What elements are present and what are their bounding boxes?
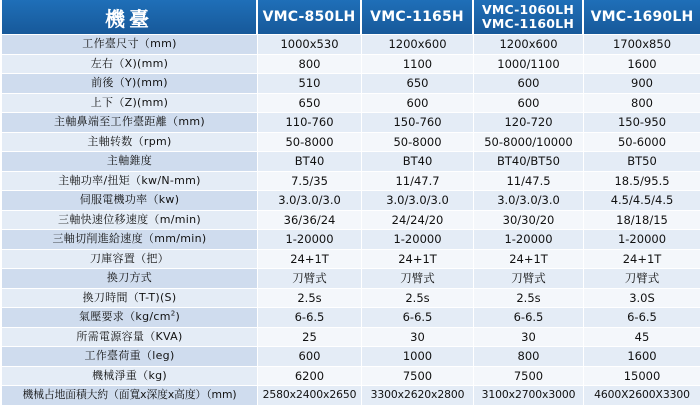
cell-value: 30/30/20 — [474, 210, 584, 230]
cell-value: 50-6000 — [584, 132, 700, 152]
row-label-text: 所需電源容量（KVA) — [76, 329, 183, 343]
table-row — [2, 151, 700, 171]
cell-value: 45 — [584, 327, 700, 347]
cell-value: 7.5/35 — [258, 171, 362, 191]
cell-value: 7500 — [362, 366, 474, 386]
row-label — [2, 132, 258, 152]
row-label — [2, 307, 258, 327]
cell-value: 1000/1100 — [474, 54, 584, 74]
row-label-text: 主軸錐度 — [106, 154, 153, 168]
cell-value: 2.5s — [258, 288, 362, 308]
cell-value: 30 — [362, 327, 474, 347]
cell-value: 15000 — [584, 366, 700, 386]
cell-value: BT40/BT50 — [474, 151, 584, 171]
cell-value: 510 — [258, 73, 362, 93]
row-label-text: 機械占地面積大約（面寬x深度x高度）（mm) — [22, 388, 237, 402]
cell-value: 50-8000 — [362, 132, 474, 152]
cell-value: 3.0/3.0/3.0 — [258, 190, 362, 210]
header-model-4: VMC-1690LH — [584, 0, 700, 34]
cell-value: 刀臂式 — [258, 268, 362, 288]
cell-value: 1000x530 — [258, 34, 362, 54]
table-row — [2, 73, 700, 93]
cell-value: 25 — [258, 327, 362, 347]
row-label — [2, 249, 258, 269]
header-model-1: VMC-850LH — [258, 0, 362, 34]
cell-value: 1-20000 — [474, 229, 584, 249]
table-row — [2, 229, 700, 249]
row-label-text: 三軸快速位移速度（m/min) — [58, 212, 201, 226]
table-row — [2, 249, 700, 269]
cell-value: 6-6.5 — [474, 307, 584, 327]
cell-value: 6-6.5 — [362, 307, 474, 327]
row-label — [2, 73, 258, 93]
cell-value: 800 — [584, 93, 700, 113]
table-row — [2, 190, 700, 210]
cell-value: 1700x850 — [584, 34, 700, 54]
cell-value: 24+1T — [584, 249, 700, 269]
cell-value: 600 — [258, 346, 362, 366]
cell-value: BT50 — [584, 151, 700, 171]
row-label — [2, 54, 258, 74]
row-label — [2, 93, 258, 113]
row-label-tail: ) — [175, 310, 181, 324]
row-label-text: 主軸功率/扭矩（kw/N-mm) — [58, 173, 201, 187]
cell-value: 4600X2600X3300 — [584, 385, 700, 405]
cell-value: 1100 — [362, 54, 474, 74]
cell-value: 1600 — [584, 54, 700, 74]
table-row — [2, 307, 700, 327]
cell-value: 650 — [258, 93, 362, 113]
cell-value: 1-20000 — [584, 229, 700, 249]
table-row — [2, 210, 700, 230]
row-label-text: 工作臺荷重（leg) — [84, 349, 175, 363]
cell-value: 刀臂式 — [584, 268, 700, 288]
row-label-superscript: 2 — [170, 309, 176, 318]
cell-value: 800 — [258, 54, 362, 74]
row-label-text: 上下（Z)(mm) — [90, 95, 169, 109]
cell-value: 3.0/3.0/3.0 — [474, 190, 584, 210]
row-label-text: 機械淨重（kg) — [91, 368, 168, 382]
header-model-3: VMC-1060LH VMC-1160LH — [474, 0, 584, 34]
row-label-text: 前後（Y)(mm) — [91, 76, 168, 90]
cell-value: 120-720 — [474, 112, 584, 132]
cell-value: 1-20000 — [258, 229, 362, 249]
table-row — [2, 171, 700, 191]
cell-value: 1600 — [584, 346, 700, 366]
header-model-2: VMC-1165H — [362, 0, 474, 34]
cell-value: 600 — [362, 93, 474, 113]
row-label-text: 左右（X)(mm) — [90, 56, 169, 70]
cell-value: 24+1T — [474, 249, 584, 269]
table-row — [2, 112, 700, 132]
row-label — [2, 268, 258, 288]
row-label-text: 主軸鼻端至工作臺距離（mm) — [54, 115, 205, 129]
cell-value: 50-8000 — [258, 132, 362, 152]
row-label-text: 主軸转数（rpm) — [87, 134, 172, 148]
row-label — [2, 171, 258, 191]
cell-value: 18/18/15 — [584, 210, 700, 230]
cell-value: 2.5s — [474, 288, 584, 308]
cell-value: 3300x2620x2800 — [362, 385, 474, 405]
row-label — [2, 210, 258, 230]
row-label-text: 換刀方式 — [106, 271, 153, 285]
cell-value: 24+1T — [258, 249, 362, 269]
cell-value: 2580x2400x2650 — [258, 385, 362, 405]
table-row — [2, 346, 700, 366]
row-label — [2, 366, 258, 386]
row-label — [2, 385, 258, 405]
cell-value: 3.0S — [584, 288, 700, 308]
row-label-text: 刀庫容置（把） — [89, 251, 170, 265]
cell-value: 24+1T — [362, 249, 474, 269]
cell-value: 1200x600 — [362, 34, 474, 54]
cell-value: 3.0/3.0/3.0 — [362, 190, 474, 210]
cell-value: 600 — [474, 93, 584, 113]
cell-value: 110-760 — [258, 112, 362, 132]
table-row — [2, 385, 700, 405]
cell-value: 1000 — [362, 346, 474, 366]
row-label-text: 工作臺尺寸（mm) — [82, 37, 177, 51]
cell-value: 11/47.5 — [474, 171, 584, 191]
cell-value: 650 — [362, 73, 474, 93]
cell-value: 18.5/95.5 — [584, 171, 700, 191]
cell-value: 11/47.7 — [362, 171, 474, 191]
cell-value: 1-20000 — [362, 229, 474, 249]
row-label-text: 氣壓要求（kg/cm — [78, 310, 171, 324]
cell-value: 800 — [474, 346, 584, 366]
cell-value: 6-6.5 — [258, 307, 362, 327]
cell-value: 1200x600 — [474, 34, 584, 54]
cell-value: 36/36/24 — [258, 210, 362, 230]
table-row — [2, 268, 700, 288]
cell-value: 3100x2700x3000 — [474, 385, 584, 405]
cell-value: BT40 — [258, 151, 362, 171]
table-row — [2, 34, 700, 54]
table-row — [2, 366, 700, 386]
table-row — [2, 288, 700, 308]
header-machine: 機臺 — [2, 0, 258, 34]
cell-value: 6-6.5 — [584, 307, 700, 327]
header-row — [2, 0, 700, 34]
row-label-text: 三軸切削進給速度（mm/min) — [52, 232, 207, 246]
cell-value: 24/24/20 — [362, 210, 474, 230]
table-row — [2, 132, 700, 152]
row-label — [2, 190, 258, 210]
cell-value: 50-8000/10000 — [474, 132, 584, 152]
table-row — [2, 327, 700, 347]
row-label-text: 換刀時間（T-T)(S) — [82, 290, 177, 304]
cell-value: 600 — [474, 73, 584, 93]
row-label — [2, 34, 258, 54]
spec-table — [2, 0, 700, 405]
row-label — [2, 229, 258, 249]
cell-value: 刀臂式 — [362, 268, 474, 288]
cell-value: 7500 — [474, 366, 584, 386]
row-label-text: 伺服電機功率（kw) — [79, 193, 180, 207]
row-label — [2, 346, 258, 366]
cell-value: 刀臂式 — [474, 268, 584, 288]
cell-value: 2.5s — [362, 288, 474, 308]
cell-value: 6200 — [258, 366, 362, 386]
row-label — [2, 151, 258, 171]
cell-value: 150-950 — [584, 112, 700, 132]
cell-value: 4.5/4.5/4.5 — [584, 190, 700, 210]
table-row — [2, 93, 700, 113]
cell-value: 150-760 — [362, 112, 474, 132]
row-label — [2, 112, 258, 132]
cell-value: BT40 — [362, 151, 474, 171]
table-body — [2, 34, 700, 405]
row-label — [2, 288, 258, 308]
cell-value: 30 — [474, 327, 584, 347]
row-label — [2, 327, 258, 347]
table-header — [2, 0, 700, 34]
cell-value: 900 — [584, 73, 700, 93]
table-row — [2, 54, 700, 74]
